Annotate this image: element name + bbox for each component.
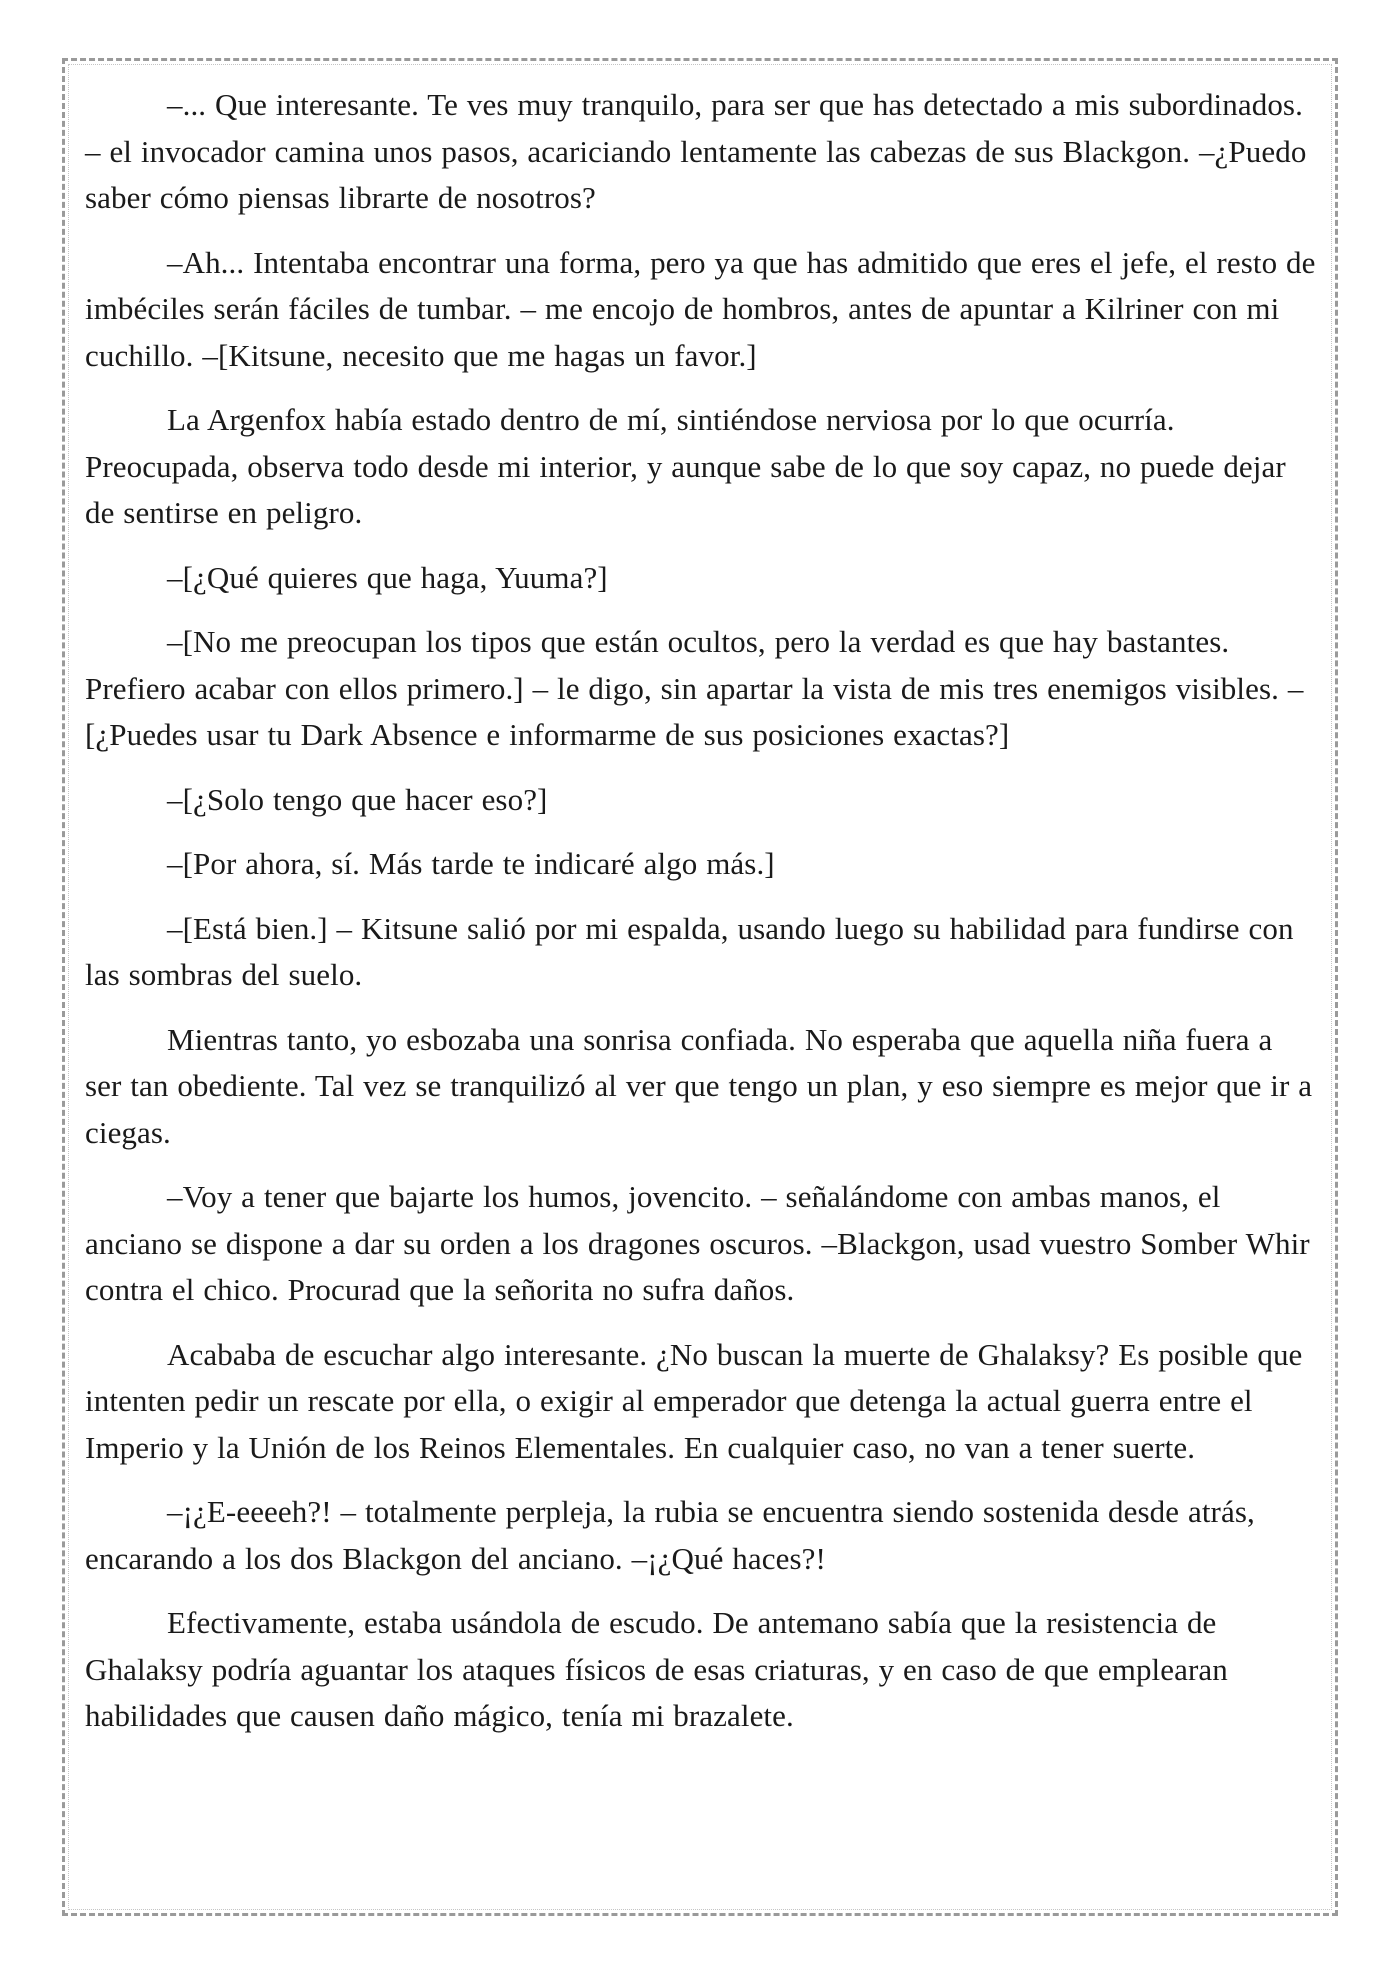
paragraph: –[¿Solo tengo que hacer eso?] xyxy=(167,781,548,817)
paragraph: –¡¿E-eeeeh?! – totalmente perpleja, la rubia se encuentra siendo sostenida desde atrás, encarando a los dos Blackgon del anciano. –¡¿Qué haces?! xyxy=(85,1494,1255,1576)
paragraph: Mientras tanto, yo esbozaba una sonrisa confiada. No esperaba que aquella niña fuera a ser tan obediente. Tal vez se tranquilizó al ver que tengo un plan, y eso siempre es mejor que ir a ciegas. xyxy=(85,1021,1313,1150)
paragraph: –Ah... Intentaba encontrar una forma, pero ya que has admitido que eres el jefe, el resto de imbéciles serán fáciles de tumbar. – me encojo de hombros, antes de apuntar a Kilriner con mi cuchillo. –[Kitsune, necesito que me hagas un favor.] xyxy=(85,244,1316,373)
paragraph: Acababa de escuchar algo interesante. ¿No buscan la muerte de Ghalaksy? Es posible que intenten pedir un rescate por ella, o exigir al emperador que detenga la actual guerra entre el Imperio y la Unión de los Reinos Elementales. En cualquier caso, no van a tener suerte. xyxy=(85,1336,1303,1465)
paragraph: –... Que interesante. Te ves muy tranquilo, para ser que has detectado a mis subordinados. – el invocador camina unos pasos, acariciando lentamente las cabezas de sus Blackgon. –¿Puedo saber cómo piensas librarte de nosotros? xyxy=(85,87,1307,215)
paragraph: –[No me preocupan los tipos que están ocultos, pero la verdad es que hay bastantes. Prefiero acabar con ellos primero.] – le digo, sin apartar la vista de mis tres enemigos visibles. –[¿Puedes usar tu Dark Absence e informarme de sus posiciones exactas?] xyxy=(85,624,1304,752)
paragraph: –Voy a tener que bajarte los humos, jovencito. – señalándome con ambas manos, el anciano se dispone a dar su orden a los dragones oscuros. –Blackgon, usad vuestro Somber Whir contra el chico. Procurad que la señorita no sufra daños. xyxy=(85,1179,1310,1307)
paragraph: Efectivamente, estaba usándola de escudo. De antemano sabía que la resistencia de Ghalaksy podría aguantar los ataques físicos de esas criaturas, y en caso de que emplearan habilidades que causen daño mágico, tenía mi brazalete. xyxy=(85,1605,1228,1733)
paragraph: La Argenfox había estado dentro de mí, sintiéndose nerviosa por lo que ocurría. Preocupada, observa todo desde mi interior, y aunque sabe de lo que soy capaz, no puede dejar de sentirse en peligro. xyxy=(85,402,1286,530)
paragraph: –[¿Qué quieres que haga, Yuuma?] xyxy=(167,559,608,595)
document-body xyxy=(85,82,1317,1758)
paragraph: –[Está bien.] – Kitsune salió por mi espalda, usando luego su habilidad para fundirse con las sombras del suelo. xyxy=(85,910,1294,992)
paragraph: –[Por ahora, sí. Más tarde te indicaré algo más.] xyxy=(167,846,775,881)
